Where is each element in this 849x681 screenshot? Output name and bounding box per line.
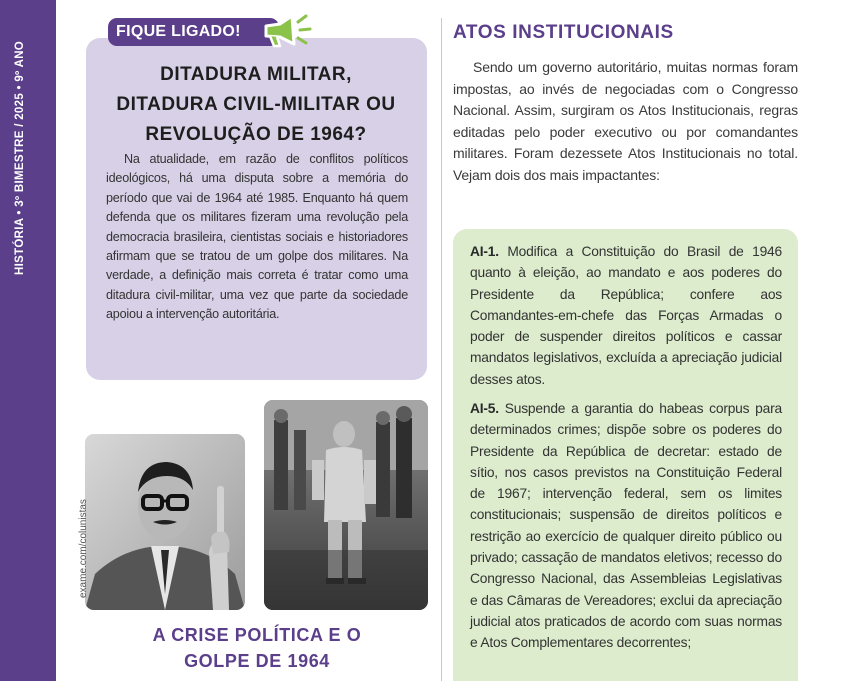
- intro-paragraph: [453, 57, 798, 187]
- act-label: AI-1.: [470, 244, 499, 259]
- act-ai1: [470, 241, 782, 390]
- portrait-photo: [85, 434, 245, 610]
- column-divider: [441, 18, 442, 681]
- box-title-line: REVOLUÇÃO DE 1964?: [145, 124, 367, 145]
- caption-line: GOLPE DE 1964: [184, 651, 330, 671]
- section-title: ATOS INSTITUCIONAIS: [453, 22, 674, 43]
- box-body-text: Na atualidade, em razão de conflitos políticos ideológicos, há uma disputa sobre a memória do período que vai de 1964 até 1985. Enquanto há quem defenda que os militares fizeram uma revolução pela democracia brasileira, cientistas sociais e historiadores afirmam que se tratou de um golpe dos militares. Na verdade, a definição mais correta é tratar como uma ditadura civil-militar, uma vez que parte da sociedade apoiou a intervenção autoritária.: [106, 152, 408, 322]
- fique-ligado-tag: FIQUE LIGADO!: [108, 18, 279, 46]
- act-ai5: [470, 398, 782, 654]
- act-label: AI-5.: [470, 401, 499, 416]
- megaphone-icon: [258, 10, 314, 52]
- box-title-line: DITADURA CIVIL-MILITAR OU: [116, 94, 396, 115]
- act-text: Modifica a Constituição do Brasil de 1946 quanto à eleição, ao mandato e aos poderes do Presidente da República; confere aos Comandantes-em-chefe das Forças Armadas o poder de suspender direitos políticos e cassar mandatos legislativos, excluída a apreciação judicial desses atos.: [470, 244, 782, 387]
- box-title: [100, 60, 412, 150]
- street-scene-photo: [264, 400, 428, 610]
- caption-line: A CRISE POLÍTICA E O: [152, 625, 362, 645]
- photo-caption: [112, 622, 402, 674]
- side-band: [0, 0, 56, 681]
- photo-credit: exame.com/colunistas: [78, 499, 89, 598]
- box-title-line: DITADURA MILITAR,: [160, 64, 352, 85]
- side-label: HISTÓRIA • 3º BIMESTRE / 2025 • 9º ANO: [14, 40, 26, 275]
- act-text: Suspende a garantia do habeas corpus para determinados crimes; dispõe sobre os poderes do Presidente da República de decretar: estado de sítio, nos casos previstos na Constituição Federal de 1967; intervenção federal, sem os limites constitucionais; suspensão de direitos políticos e restrição ao exercício de qualquer direito público ou privado; cassação de mandatos eletivos; recesso do Congresso Nacional, das Assembleias Legislativas e das Câmaras de Vereadores; exclui da apreciação judicial atos praticados de acordo com suas normas e Atos Complementares decorrentes;: [470, 401, 782, 651]
- box-body: [106, 150, 408, 325]
- intro-text: Sendo um governo autoritário, muitas normas foram impostas, ao invés de negociadas com o Congresso Nacional. Assim, surgiram os Atos Institucionais, regras editadas pelo poder executivo ou por comandantes militares. Foram dezessete Atos Institucionais no total. Vejam dois dos mais impactantes:: [453, 59, 798, 183]
